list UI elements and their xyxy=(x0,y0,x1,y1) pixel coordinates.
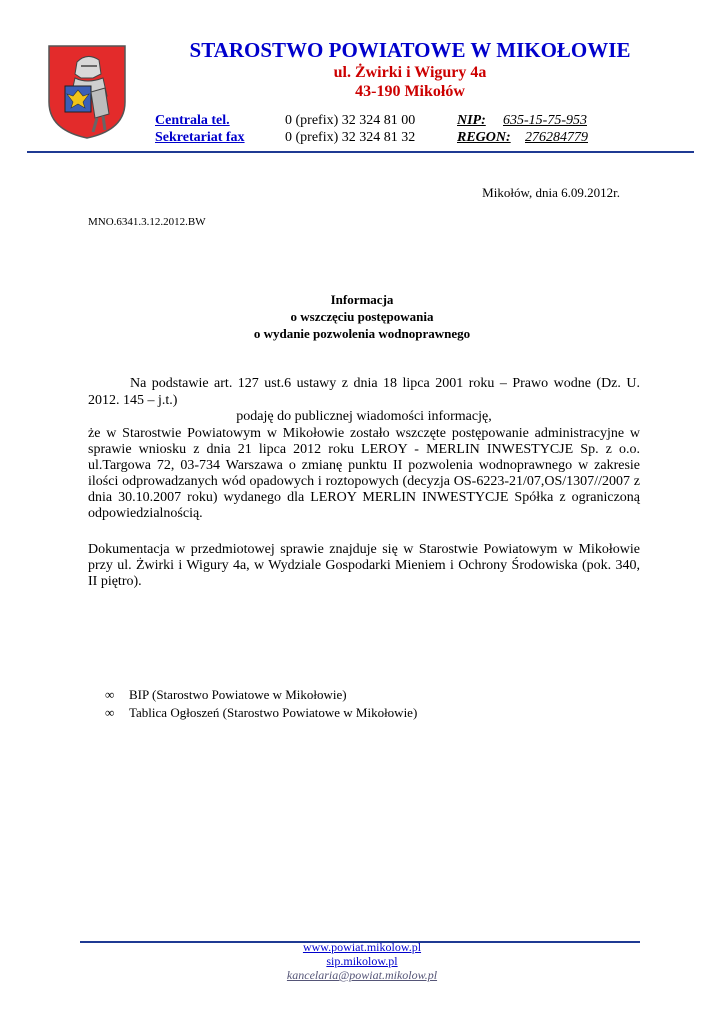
announcement-line: podaję do publicznej wiadomości informację, xyxy=(236,409,492,424)
list-item xyxy=(105,686,417,704)
regon-value: 276284779 xyxy=(525,130,588,145)
distribution-list xyxy=(105,686,417,722)
list-item-text: Tablica Ogłoszeń (Starostwo Powiatowe w Mikołowie) xyxy=(129,705,418,720)
footer-email-link[interactable]: kancelaria@powiat.mikolow.pl xyxy=(286,968,438,982)
infinity-bullet-icon: ∞ xyxy=(105,687,115,702)
footer-website-link[interactable]: www.powiat.mikolow.pl xyxy=(302,940,422,954)
intro-paragraph: Na podstawie art. 127 ust.6 ustawy z dnia 18 lipca 2001 roku – Prawo wodne (Dz. U. 2012. 145 – j.t.) xyxy=(88,376,640,408)
header-divider xyxy=(27,151,694,153)
institution-title: STAROSTWO POWIATOWE W MIKOŁOWIE xyxy=(189,38,631,62)
infinity-bullet-icon: ∞ xyxy=(105,705,115,720)
fax-value: 0 (prefix) 32 324 81 32 xyxy=(285,130,416,145)
address-street: ul. Żwirki i Wigury 4a xyxy=(333,64,487,81)
nip-label: NIP: xyxy=(457,113,486,128)
coat-of-arms-icon xyxy=(47,44,127,140)
nip-value: 635-15-75-953 xyxy=(503,113,587,128)
fax-label: Sekretariat fax xyxy=(155,130,245,145)
heading-line-1: Informacja xyxy=(330,292,394,307)
main-paragraph: że w Starostwie Powiatowym w Mikołowie zostało wszczęte postępowanie administracyjne w sprawie wniosku z dnia 21 lipca 2012 roku LEROY - MERLIN INWESTYCJE Sp. z o.o. ul.Targowa 72, 03-734 Warszawa o zmianę punktu II pozwolenia wodnoprawnego w zakresie ilości odprowadzanych wód opadowych i roztopowych (decyzja OS-6223-21/07,OS/1307//2007 z dnia 30.10.2007 roku) wydanego dla LEROY MERLIN INWESTYCJE Spółka z ograniczoną odpowiedzialnością. xyxy=(88,426,640,521)
list-item xyxy=(105,704,417,722)
phone-label: Centrala tel. xyxy=(155,113,230,128)
heading-line-2: o wszczęciu postępowania xyxy=(290,309,434,324)
documentation-paragraph: Dokumentacja w przedmiotowej sprawie znajduje się w Starostwie Powiatowym w Mikołowie przy ul. Żwirki i Wigury 4a, w Wydziale Gospodarki Mieniem i Ochrony Środowiska (pok. 340, II piętro). xyxy=(88,542,640,589)
regon-label: REGON: xyxy=(457,130,511,145)
phone-value: 0 (prefix) 32 324 81 00 xyxy=(285,113,416,128)
document-date: Mikołów, dnia 6.09.2012r. xyxy=(482,185,620,200)
heading-line-3: o wydanie pozwolenia wodnoprawnego xyxy=(253,326,471,341)
list-item-text: BIP (Starostwo Powiatowe w Mikołowie) xyxy=(129,687,347,702)
reference-number: MNO.6341.3.12.2012.BW xyxy=(88,216,206,228)
address-city: 43-190 Mikołów xyxy=(355,83,465,100)
footer-sip-link[interactable]: sip.mikolow.pl xyxy=(326,954,398,968)
